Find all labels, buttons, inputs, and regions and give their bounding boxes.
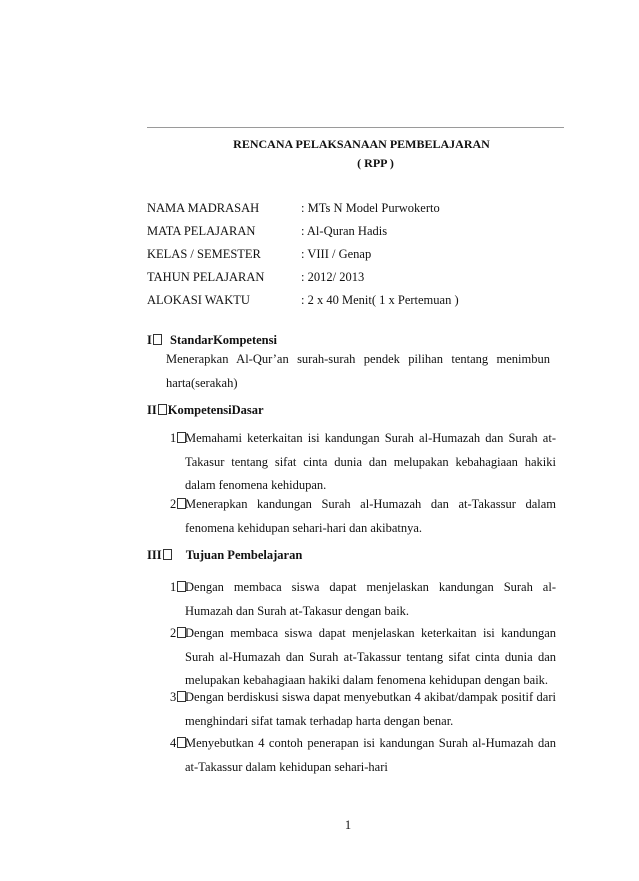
identity-row — [147, 221, 567, 244]
section-heading-kompetensi — [147, 400, 264, 420]
identity-label: KELAS / SEMESTER — [147, 247, 261, 261]
section-number: II — [147, 403, 157, 417]
missing-glyph-box — [153, 334, 162, 345]
item-number: 1 — [170, 427, 187, 451]
identity-value: : MTs N Model Purwokerto — [301, 201, 440, 215]
list-item — [170, 686, 556, 733]
item-text: Dengan berdiskusi siswa dapat menyebutkan 4 akibat/dampak positif dari menghindari sifat tamak terhadap harta dengan benar. — [185, 690, 556, 728]
page-number: 1 — [344, 818, 352, 832]
list-item — [170, 622, 556, 693]
section-number: III — [147, 548, 162, 562]
list-item — [170, 427, 556, 498]
item-text: Dengan membaca siswa dapat menjelaskan keterkaitan isi kandungan Surah al-Humazah dan Surah at-Takassur tentang sifat cinta dunia dan melupakan kebahagiaan hakiki dalam fenomena kehidupan dengan baik. — [185, 626, 556, 687]
list-item — [170, 576, 556, 623]
identity-label: ALOKASI WAKTU — [147, 293, 250, 307]
list-item — [170, 732, 556, 779]
identity-value: : VIII / Genap — [301, 247, 372, 261]
section-heading-tujuan — [147, 545, 302, 565]
section-number: I — [147, 333, 152, 347]
identity-label: TAHUN PELAJARAN — [147, 270, 265, 284]
missing-glyph-box — [177, 432, 186, 443]
item-number: 1 — [170, 576, 187, 600]
missing-glyph-box — [177, 691, 186, 702]
identity-value: : 2 x 40 Menit( 1 x Pertemuan ) — [301, 293, 459, 307]
item-number: 3 — [170, 686, 187, 710]
item-text: Memahami keterkaitan isi kandungan Surah al-Humazah dan Surah at-Takasur tentang sifat cinta dunia dan melupakan kebahagiaan hakiki dalam fenomena kehidupan. — [185, 431, 556, 492]
identity-row — [147, 244, 567, 267]
missing-glyph-box — [177, 498, 186, 509]
item-text: Dengan membaca siswa dapat menjelaskan kandungan Surah al-Humazah dan Surah at-Takasur dengan baik. — [185, 580, 556, 618]
item-number: 2 — [170, 493, 187, 517]
missing-glyph-box — [163, 549, 172, 560]
section-title: StandarKompetensi — [170, 333, 277, 347]
missing-glyph-box — [177, 581, 186, 592]
identity-label: MATA PELAJARAN — [147, 224, 256, 238]
section-title: KompetensiDasar — [167, 403, 264, 417]
identity-row — [147, 267, 567, 290]
missing-glyph-box — [177, 627, 186, 638]
identity-value: : Al-Quran Hadis — [301, 224, 388, 238]
item-text: Menerapkan kandungan Surah al-Humazah dan at-Takassur dalam fenomena kehidupan sehari-hari dan akibatnya. — [185, 497, 556, 535]
identity-label: NAMA MADRASAH — [147, 201, 260, 215]
identity-table — [147, 198, 567, 313]
missing-glyph-box — [177, 737, 186, 748]
missing-glyph-box — [158, 404, 167, 415]
list-item — [170, 493, 556, 540]
section-title: Tujuan Pembelajaran — [185, 548, 303, 562]
document-title: RENCANA PELAKSANAAN PEMBELAJARAN — [233, 137, 490, 151]
identity-value: : 2012/ 2013 — [301, 270, 365, 284]
document-subtitle: ( RPP ) — [357, 156, 394, 170]
item-text: Menyebutkan 4 contoh penerapan isi kandungan Surah al-Humazah dan at-Takassur dalam kehidupan sehari-hari — [185, 736, 556, 774]
header-rule — [147, 127, 564, 128]
item-number: 2 — [170, 622, 187, 646]
standar-text: Menerapkan Al-Qur’an surah-surah pendek pilihan tentang menimbun harta(serakah) — [166, 352, 550, 390]
identity-row — [147, 290, 567, 313]
item-number: 4 — [170, 732, 187, 756]
identity-row — [147, 198, 567, 221]
